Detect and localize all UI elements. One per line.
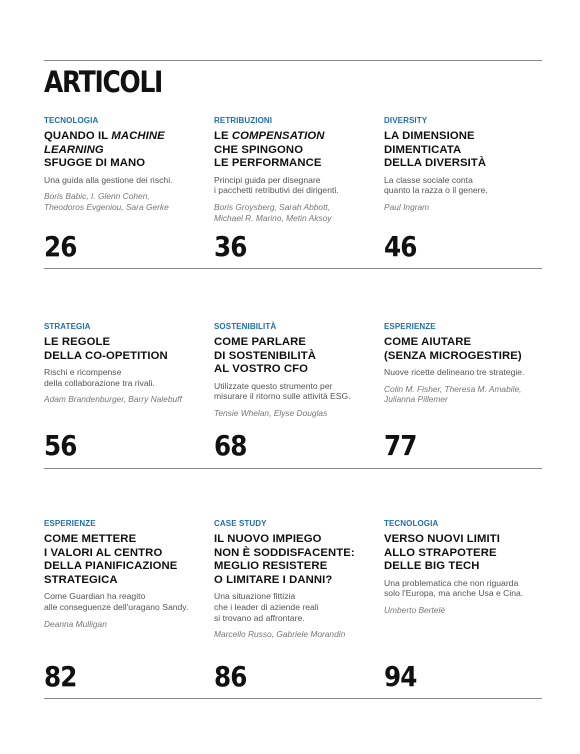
article-category: ESPERIENZE xyxy=(44,519,96,528)
article-authors: Tensie Whelan, Elyse Douglas xyxy=(214,407,328,418)
article-authors: Boris Babic, I. Glenn Cohen, Theodoros Evgeniou, Sara Gerke xyxy=(44,191,169,212)
top-rule xyxy=(44,60,542,61)
article-title[interactable]: IL NUOVO IMPIEGO NON È SODDISFACENTE: MEGLIO RESISTERE O LIMITARE I DANNI? xyxy=(214,533,355,586)
article-title[interactable]: QUANDO IL MACHINE LEARNING SFUGGE DI MANO xyxy=(44,130,165,170)
article-card[interactable] xyxy=(384,322,544,405)
article-page-number[interactable]: 56 xyxy=(44,429,77,462)
article-authors: Boris Groysberg, Sarah Abbott, Michael R. Marino, Metin Aksoy xyxy=(214,201,332,223)
article-authors: Marcello Russo, Gabriele Morandin xyxy=(214,629,346,640)
article-title[interactable]: VERSO NUOVI LIMITI ALLO STRAPOTERE DELLE BIG TECH xyxy=(384,533,501,573)
article-category: TECNOLOGIA xyxy=(384,519,439,528)
article-category: DIVERSITY xyxy=(384,116,428,125)
article-authors: Adam Brandenburger, Barry Nalebuff xyxy=(44,394,182,405)
article-title[interactable]: COME AIUTARE (SENZA MICROGESTIRE) xyxy=(384,336,522,362)
article-card[interactable] xyxy=(44,116,204,213)
row-divider-1 xyxy=(44,268,542,269)
article-card[interactable] xyxy=(44,519,204,629)
article-page-number[interactable]: 82 xyxy=(44,660,77,693)
article-title[interactable]: LE REGOLE DELLA CO-OPETITION xyxy=(44,336,168,362)
article-category: TECNOLOGIA xyxy=(44,116,99,125)
article-category: SOSTENIBILITÀ xyxy=(214,322,277,331)
row-divider-2 xyxy=(44,468,542,469)
article-description: Principi guida per disegnare i pacchetti retributivi dei dirigenti. xyxy=(214,174,339,196)
article-category: RETRIBUZIONI xyxy=(214,116,273,125)
article-card[interactable] xyxy=(384,519,544,616)
article-description: La classe sociale conta quanto la razza o il genere. xyxy=(384,174,488,196)
article-authors: Colin M. Fisher, Theresa M. Amabile, Julianna Pillemer xyxy=(384,383,522,405)
article-title[interactable]: LA DIMENSIONE DIMENTICATA DELLA DIVERSITÀ xyxy=(384,130,487,170)
article-card[interactable] xyxy=(214,116,374,223)
article-page-number[interactable]: 77 xyxy=(384,429,417,462)
row-divider-3 xyxy=(44,698,542,699)
article-description: Utilizzate questo strumento per misurare il ritorno sulle attività ESG. xyxy=(214,380,351,402)
article-page-number[interactable]: 94 xyxy=(384,660,417,693)
article-page-number[interactable]: 86 xyxy=(214,660,247,693)
article-card[interactable] xyxy=(384,116,544,213)
article-page-number[interactable]: 46 xyxy=(384,230,417,263)
article-description: Una problematica che non riguarda solo l'Europa, ma anche Usa e Cina. xyxy=(384,577,524,599)
article-page-number[interactable]: 26 xyxy=(44,230,77,263)
article-description: Una guida alla gestione dei rischi. xyxy=(44,174,173,185)
article-description: Come Guardian ha reagito alle conseguenze dell'uragano Sandy. xyxy=(44,591,189,612)
article-card[interactable] xyxy=(214,519,374,640)
article-category: STRATEGIA xyxy=(44,322,91,331)
article-description: Rischi e ricompense della collaborazione tra rivali. xyxy=(44,367,155,388)
article-authors: Deanna Mulligan xyxy=(44,618,107,629)
article-page-number[interactable]: 68 xyxy=(214,429,247,462)
article-title[interactable]: LE COMPENSATION CHE SPINGONO LE PERFORMANCE xyxy=(214,130,325,170)
article-title[interactable]: COME PARLARE DI SOSTENIBILITÀ AL VOSTRO CFO xyxy=(214,336,317,376)
article-category: CASE STUDY xyxy=(214,519,267,528)
article-card[interactable] xyxy=(44,322,204,405)
article-card[interactable] xyxy=(214,322,374,419)
article-page-number[interactable]: 36 xyxy=(214,230,247,263)
article-title[interactable]: COME METTERE I VALORI AL CENTRO DELLA PIANIFICAZIONE STRATEGICA xyxy=(44,533,178,586)
article-category: ESPERIENZE xyxy=(384,322,436,331)
article-authors: Umberto Bertelè xyxy=(384,604,445,615)
article-description: Nuove ricette delineano tre strategie. xyxy=(384,367,525,378)
article-authors: Paul Ingram xyxy=(384,201,430,212)
article-description: Una situazione fittizia che i leader di aziende reali si trovano ad affrontare. xyxy=(214,591,319,623)
page-title: ARTICOLI xyxy=(44,65,163,99)
